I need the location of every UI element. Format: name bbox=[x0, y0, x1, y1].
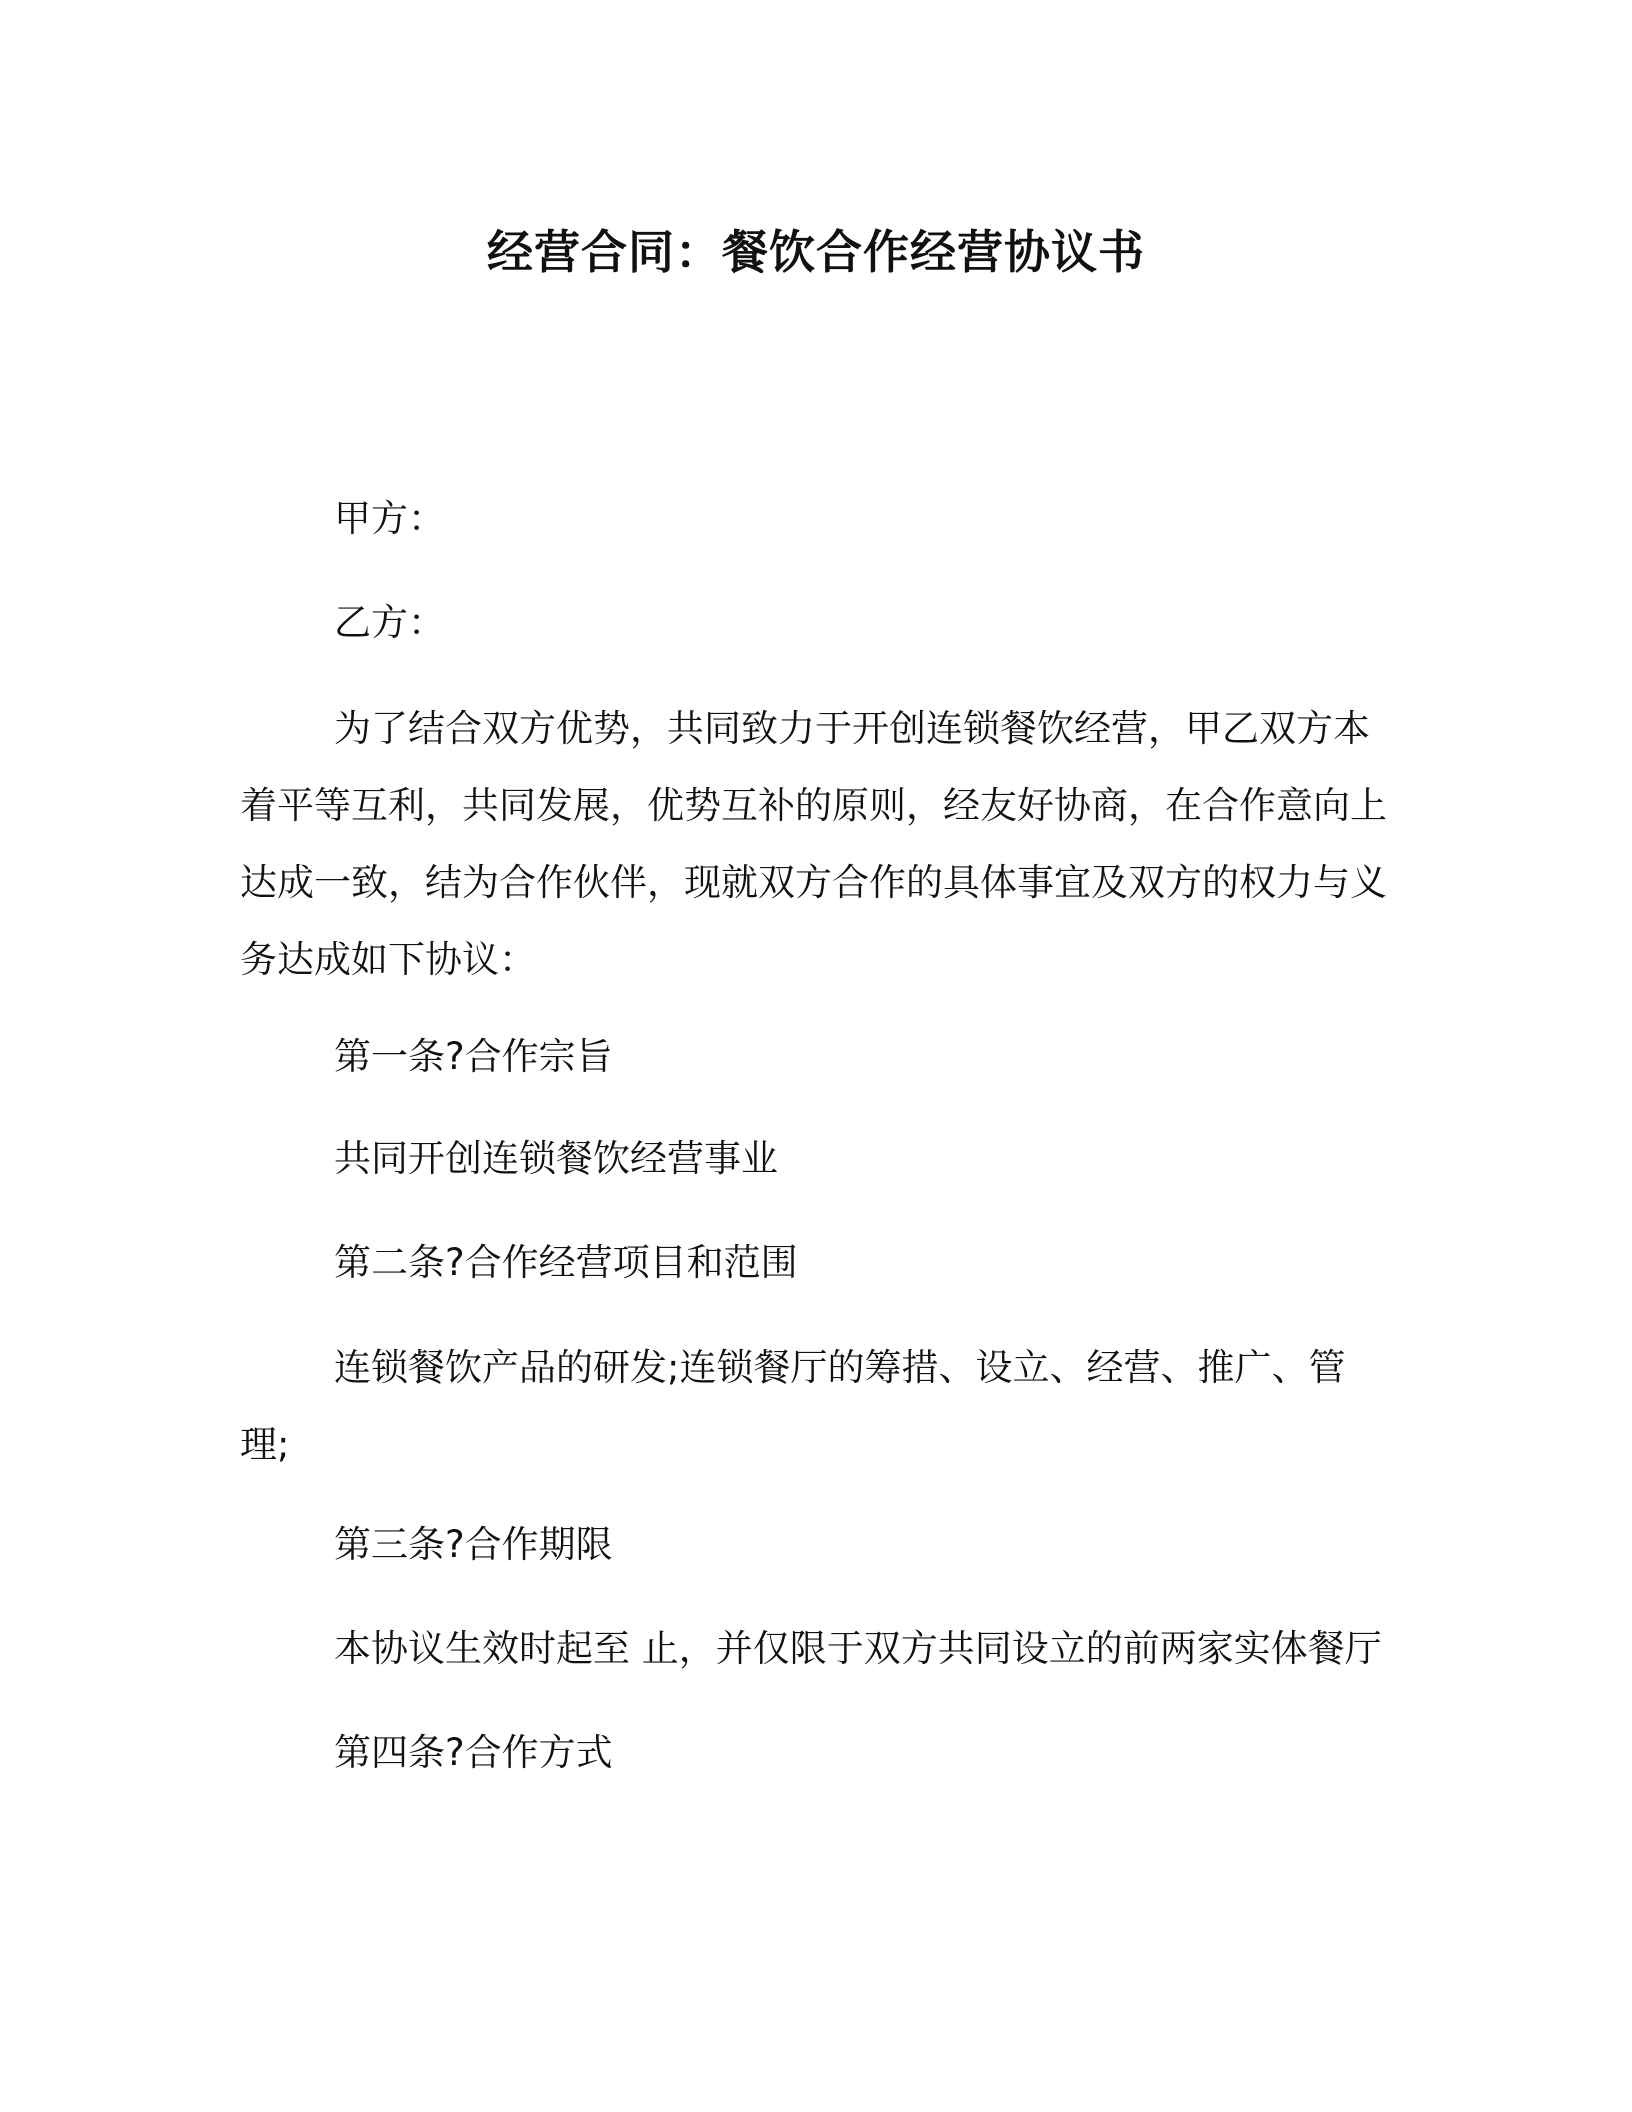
article-2-body: 连锁餐饮产品的研发;连锁餐厅的筹措、设立、经营、推广、管理; bbox=[240, 1346, 1346, 1466]
article-4-heading: 第四条?合作方式 bbox=[334, 1731, 613, 1774]
article-2-heading: 第二条?合作经营项目和范围 bbox=[334, 1241, 798, 1284]
party-a-label: 甲方： bbox=[334, 497, 445, 540]
article-1-heading: 第一条?合作宗旨 bbox=[334, 1035, 613, 1078]
article-1-body: 共同开创连锁餐饮经营事业 bbox=[334, 1137, 778, 1180]
document-title: 经营合同：餐饮合作经营协议书 bbox=[487, 225, 1145, 279]
intro-paragraph: 为了结合双方优势，共同致力于开创连锁餐饮经营，甲乙双方本着平等互利，共同发展，优势互补的原则，经友好协商，在合作意向上达成一致，结为合作伙伴，现就双方合作的具体事宜及双方的权力与义务达成如下协议： bbox=[240, 707, 1387, 981]
article-3-body: 本协议生效时起至 止，并仅限于双方共同设立的前两家实体餐厅 bbox=[334, 1627, 1382, 1670]
article-3-heading: 第三条?合作期限 bbox=[334, 1523, 613, 1566]
party-b-label: 乙方： bbox=[334, 601, 445, 644]
